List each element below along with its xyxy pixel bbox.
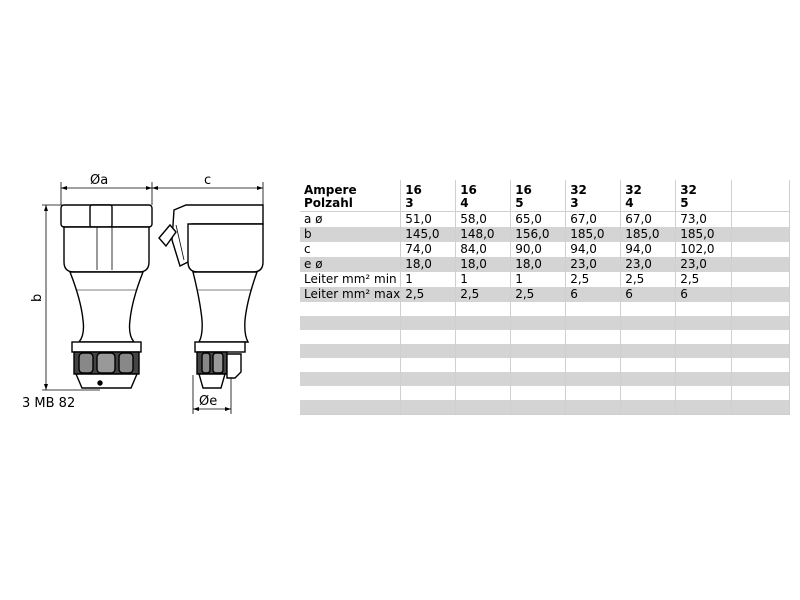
empty-cell (401, 386, 456, 400)
row-label: Leiter mm² max (300, 287, 401, 302)
empty-cell (456, 316, 511, 330)
empty-cell (456, 358, 511, 372)
table-cell: 102,0 (676, 242, 732, 257)
row-label: Leiter mm² min (300, 272, 401, 287)
empty-cell (401, 372, 456, 386)
empty-cell (621, 400, 676, 415)
empty-cell (676, 344, 732, 358)
table-cell: 32 (676, 180, 732, 197)
empty-row (300, 372, 790, 386)
table-cell: 2,5 (456, 287, 511, 302)
row-label: e ø (300, 257, 401, 272)
empty-cell (732, 400, 790, 415)
empty-cell (456, 330, 511, 344)
empty-cell (511, 344, 566, 358)
table-cell: 16 (456, 180, 511, 197)
table-cell: 94,0 (566, 242, 621, 257)
table-cell: 2,5 (676, 272, 732, 287)
empty-cell (566, 372, 621, 386)
empty-row (300, 344, 790, 358)
table-cell: 185,0 (676, 227, 732, 242)
front-view (42, 182, 152, 390)
table-cell: 90,0 (511, 242, 566, 257)
empty-cell (621, 358, 676, 372)
empty-cell (401, 358, 456, 372)
empty-cell (401, 330, 456, 344)
empty-cell (676, 330, 732, 344)
empty-cell (456, 372, 511, 386)
table-cell: 148,0 (456, 227, 511, 242)
empty-cell (401, 316, 456, 330)
table-cell: 2,5 (401, 287, 456, 302)
row-label: Ampere (300, 180, 401, 197)
table-cell: 32 (621, 180, 676, 197)
table-cell: 156,0 (511, 227, 566, 242)
empty-cell (732, 242, 790, 257)
empty-row (300, 386, 790, 400)
empty-cell (566, 358, 621, 372)
table-cell: 18,0 (511, 257, 566, 272)
table-cell: 3 (401, 197, 456, 212)
empty-cell (676, 400, 732, 415)
empty-cell (676, 316, 732, 330)
table-cell: 6 (566, 287, 621, 302)
empty-cell (676, 372, 732, 386)
empty-cell (401, 344, 456, 358)
header-row-ampere (300, 180, 790, 197)
table-cell: 67,0 (566, 212, 621, 228)
table-row (300, 257, 790, 272)
table-cell: 6 (676, 287, 732, 302)
empty-cell (300, 344, 401, 358)
table-cell: 51,0 (401, 212, 456, 228)
table-row (300, 212, 790, 228)
table-cell: 67,0 (621, 212, 676, 228)
empty-cell (511, 386, 566, 400)
table-cell: 4 (621, 197, 676, 212)
empty-cell (732, 287, 790, 302)
empty-cell (732, 197, 790, 212)
table-cell: 84,0 (456, 242, 511, 257)
empty-cell (732, 344, 790, 358)
table-cell: 2,5 (566, 272, 621, 287)
empty-cell (511, 302, 566, 316)
empty-cell (566, 302, 621, 316)
table-cell: 23,0 (566, 257, 621, 272)
empty-cell (511, 330, 566, 344)
table-row (300, 227, 790, 242)
empty-cell (511, 316, 566, 330)
empty-cell (401, 400, 456, 415)
table-cell: 145,0 (401, 227, 456, 242)
empty-cell (621, 344, 676, 358)
table-cell: 185,0 (621, 227, 676, 242)
empty-cell (732, 372, 790, 386)
empty-cell (621, 302, 676, 316)
empty-cell (456, 344, 511, 358)
row-label: Polzahl (300, 197, 401, 212)
empty-cell (732, 212, 790, 228)
table-cell: 94,0 (621, 242, 676, 257)
dimension-a-label: Øa (90, 173, 109, 188)
empty-row (300, 400, 790, 415)
table-cell: 3 (566, 197, 621, 212)
table-cell: 2,5 (621, 272, 676, 287)
empty-cell (566, 330, 621, 344)
empty-cell (732, 272, 790, 287)
row-label: b (300, 227, 401, 242)
empty-cell (732, 302, 790, 316)
side-view (152, 182, 263, 414)
table-cell: 18,0 (456, 257, 511, 272)
empty-cell (621, 330, 676, 344)
table-row (300, 287, 790, 302)
empty-cell (456, 302, 511, 316)
header-row-polzahl (300, 197, 790, 212)
table-cell: 185,0 (566, 227, 621, 242)
table-cell: 58,0 (456, 212, 511, 228)
row-label: c (300, 242, 401, 257)
empty-cell (511, 372, 566, 386)
empty-cell (300, 358, 401, 372)
row-label: a ø (300, 212, 401, 228)
empty-cell (732, 257, 790, 272)
table-cell: 1 (401, 272, 456, 287)
empty-cell (566, 344, 621, 358)
table-cell: 1 (511, 272, 566, 287)
empty-cell (732, 330, 790, 344)
empty-row (300, 316, 790, 330)
empty-cell (300, 372, 401, 386)
empty-cell (300, 330, 401, 344)
empty-cell (676, 358, 732, 372)
dimension-c-label: c (204, 173, 212, 188)
empty-row (300, 358, 790, 372)
empty-cell (456, 400, 511, 415)
empty-cell (732, 358, 790, 372)
model-code: 3 MB 82 (22, 396, 76, 411)
table-cell: 65,0 (511, 212, 566, 228)
table-cell: 1 (456, 272, 511, 287)
table-row (300, 272, 790, 287)
empty-row (300, 302, 790, 316)
empty-cell (300, 386, 401, 400)
table-cell: 74,0 (401, 242, 456, 257)
empty-cell (300, 302, 401, 316)
empty-cell (456, 386, 511, 400)
empty-cell (566, 316, 621, 330)
table-cell: 5 (511, 197, 566, 212)
table-cell: 5 (676, 197, 732, 212)
table-cell: 73,0 (676, 212, 732, 228)
empty-cell (676, 302, 732, 316)
dimension-e-label: Øe (199, 394, 218, 409)
table-cell: 16 (511, 180, 566, 197)
table-cell: 23,0 (621, 257, 676, 272)
table-cell: 4 (456, 197, 511, 212)
table-cell: 32 (566, 180, 621, 197)
empty-cell (300, 400, 401, 415)
table-cell: 6 (621, 287, 676, 302)
empty-cell (732, 316, 790, 330)
table-cell: 23,0 (676, 257, 732, 272)
empty-cell (511, 400, 566, 415)
empty-cell (676, 386, 732, 400)
table-cell: 16 (401, 180, 456, 197)
table-row (300, 242, 790, 257)
empty-cell (300, 316, 401, 330)
empty-cell (511, 358, 566, 372)
dimensions-table (300, 180, 790, 415)
dimension-b-label: b (30, 293, 45, 302)
empty-row (300, 330, 790, 344)
empty-cell (621, 372, 676, 386)
empty-cell (621, 316, 676, 330)
empty-cell (566, 400, 621, 415)
table-cell: 18,0 (401, 257, 456, 272)
empty-cell (566, 386, 621, 400)
empty-cell (732, 180, 790, 197)
empty-cell (732, 227, 790, 242)
table-cell: 2,5 (511, 287, 566, 302)
empty-cell (732, 386, 790, 400)
empty-cell (401, 302, 456, 316)
empty-cell (621, 386, 676, 400)
